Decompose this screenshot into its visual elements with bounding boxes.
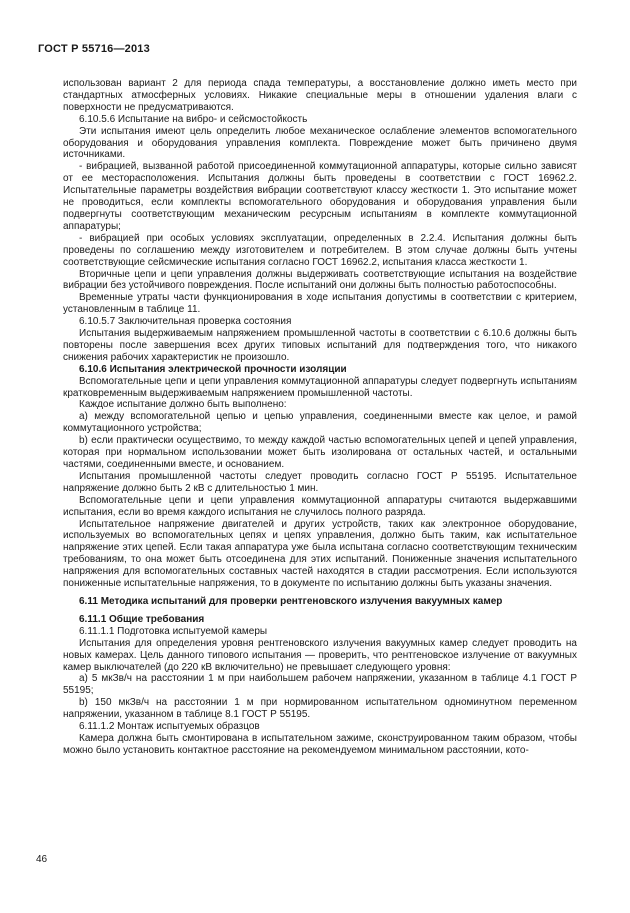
paragraph: Испытания выдерживаемым напряжением промышленной частоты в соответствии с 6.10.6 должны быть повторены после завершения всех других типовых испытаний для подтверждения того, что никакого снижения рабочих характеристик не произошло. [63,328,577,363]
paragraph: Вспомогательные цепи и цепи управления коммутационной аппаратуры считаются выдержавшими испытания, если во время каждого испытания не случилось полного разряда. [63,494,577,518]
paragraph: Вспомогательные цепи и цепи управления коммутационной аппаратуры следует подвергнуть испытаниям кратковременным выдерживаемым напряжением промышленной частоты. [63,375,577,399]
section-heading-bold: 6.11 Методика испытаний для проверки рентгеновского излучения вакуумных камер [79,595,503,607]
paragraph: Испытательное напряжение двигателей и других устройств, таких как электронное оборудование, используемых во вспомогательных цепях и цепях управления, должно быть таким, как испытательное напряжение этих цепей. Если такая аппаратура уже была испытана согласно соответствующим техническим требованиям, то она может быть отсоединена для этих испытаний. Пониженные значения испытательного напряжения для вспомогательных составных частей находятся в стадии рассмотрения. Если используются пониженные испытательные напряжения, то в документе по испытанию должны быть указаны значения. [63,518,577,590]
section-heading: 6.11.1.1 Подготовка испытуемой камеры [79,625,268,637]
document-body [63,78,577,757]
paragraph: Эти испытания имеют цель определить любое механическое ослабление элементов вспомогательного оборудования и оборудования управления комплекта. Повреждение может быть причинено двумя источниками. [63,125,577,161]
section-heading-bold: 6.11.1 Общие требования [79,613,205,625]
paragraph: Испытания промышленной частоты следует проводить согласно ГОСТ Р 55195. Испытательное напряжение должно быть 2 кВ с длительностью 1 мин. [63,470,577,494]
section-heading: 6.10.5.6 Испытание на вибро- и сейсмостойкость [79,113,308,125]
list-item: b) 150 мкЗв/ч на расстоянии 1 м при нормированном испытательном одноминутном переменном напряжении, указанном в таблице 8.1 ГОСТ Р 55195. [63,697,577,721]
paragraph: Каждое испытание должно быть выполнено: [79,399,287,411]
list-item: b) если практически осуществимо, то между каждой частью вспомогательных цепей и цепей управления, которая при нормальном использовании может быть изолирована от остальных частей, и остальными частями, соединенными вместе, и основанием. [63,435,577,470]
paragraph: использован вариант 2 для периода спада температуры, а восстановление должно иметь место при стандартных атмосферных условиях. Никакие специальные меры в отношении удаления влаги с поверхности не предусматриваются. [63,78,577,113]
paragraph: Камера должна быть смонтирована в испытательном зажиме, сконструированном таким образом, чтобы можно было установить контактное расстояние на рекомендуемом минимальном расстоянии, кото- [63,732,577,756]
section-heading-bold: 6.10.6 Испытания электрической прочности изоляции [79,363,347,375]
paragraph: Временные утраты части функционирования в ходе испытания допустимы в соответствии с критерием, установленным в таблице 11. [63,292,577,316]
page-number: 46 [36,854,48,865]
list-item: - вибрацией, вызванной работой присоединенной коммутационной аппаратуры, которые сильно зависят от ее месторасположения. Испытания должны быть проведены в соответствии с ГОСТ 16962.2. Испытательные параметры воздействия вибрации соответствуют классу жесткости 1. Это испытание может не проводиться, если комплекты вспомогательного оборудования и оборудования управления были подвергнуты соответствующим механическим ресурсным испытаниям в комплекте коммутационной аппаратуры; [63,161,577,232]
section-heading: 6.10.5.7 Заключительная проверка состояния [79,316,292,328]
list-item: а) между вспомогательной цепью и цепью управления, соединенными вместе как целое, и рамой коммутационного устройства; [63,411,577,435]
list-item: а) 5 мкЗв/ч на расстоянии 1 м при наибольшем рабочем напряжении, указанном в таблице 4.1 ГОСТ Р 55195; [63,673,577,697]
document-header: ГОСТ Р 55716—2013 [38,43,150,55]
paragraph: Испытания для определения уровня рентгеновского излучения вакуумных камер следует проводить на новых камерах. Цель данного типового испытания — проверить, что рентгеновское излучение от вакуумных камер выключателей (до 220 кВ включительно) не превышает следующего уровня: [63,637,577,673]
paragraph: Вторичные цепи и цепи управления должны выдерживать соответствующие испытания на воздействие вибрации без устойчивого повреждения. После испытаний они должны быть полностью работоспособны. [63,268,577,292]
section-heading: 6.11.1.2 Монтаж испытуемых образцов [79,721,260,733]
list-item: - вибрацией при особых условиях эксплуатации, определенных в 2.2.4. Испытания должны быть проведены по соглашению между изготовителем и потребителем. В этом случае должны быть учтены соответствующие сейсмические испытания согласно ГОСТ 16962.2, испытания класса жесткости 1. [63,232,577,268]
